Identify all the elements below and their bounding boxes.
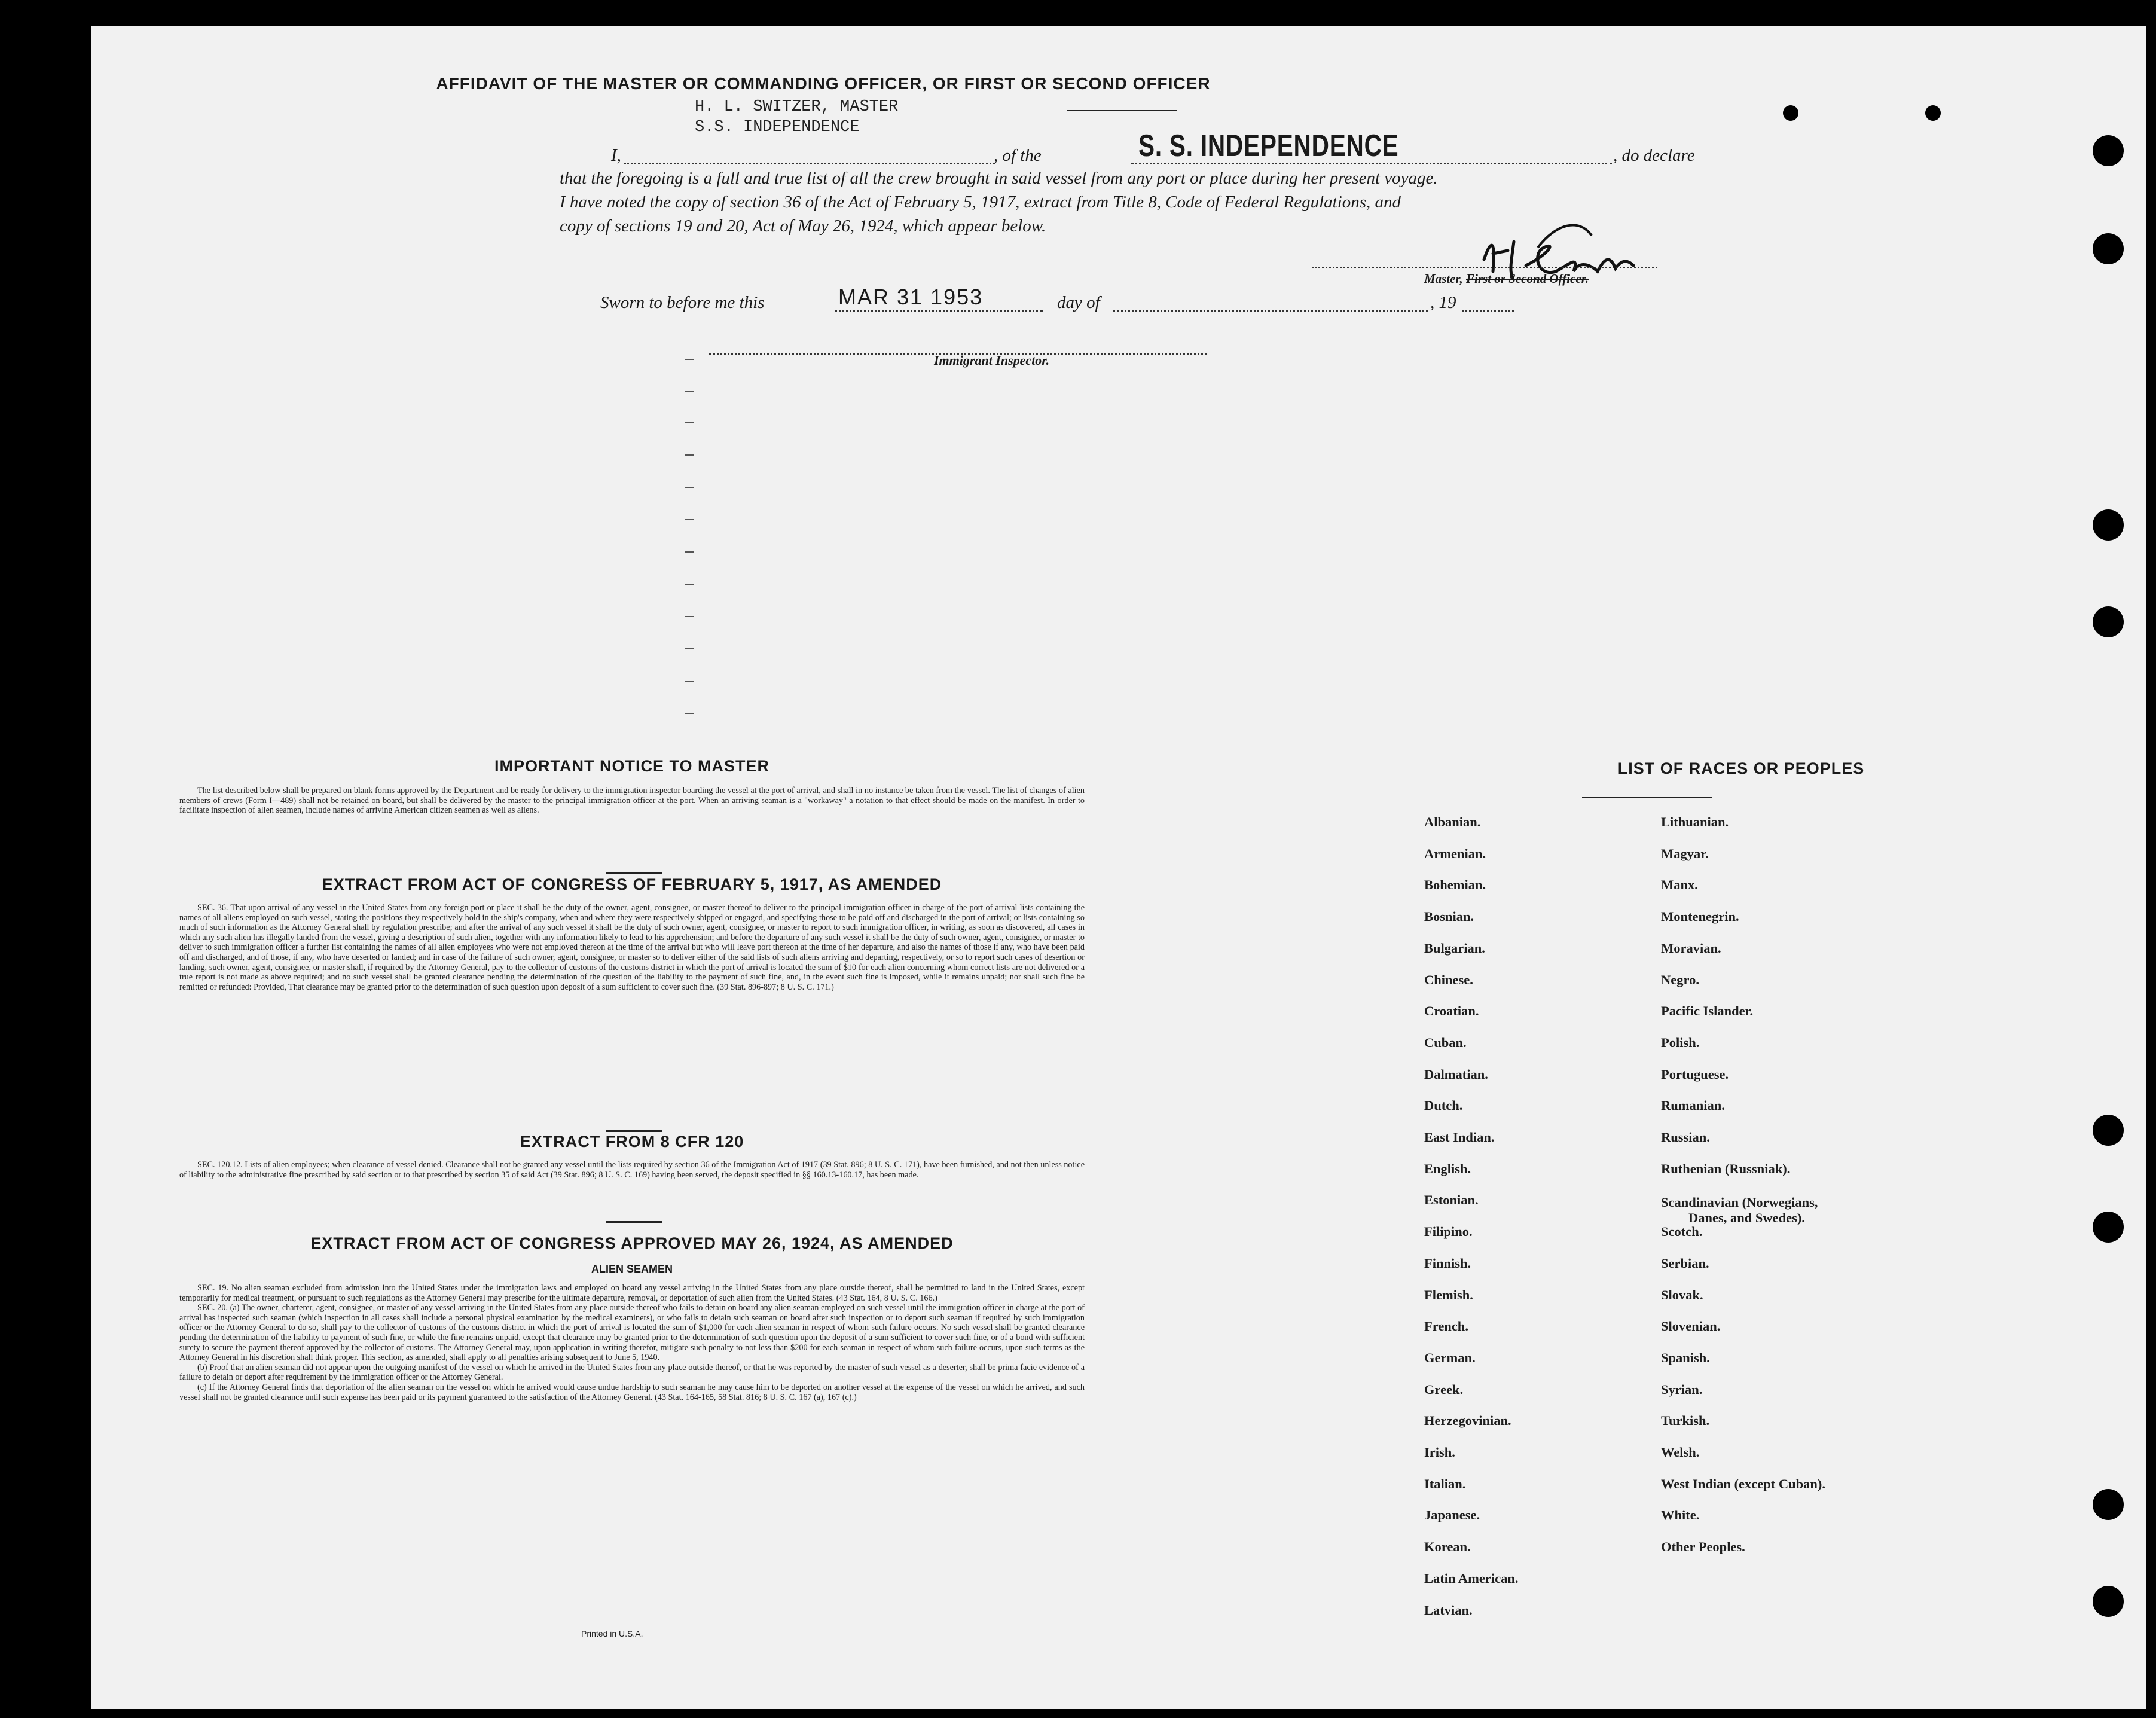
do-declare-label: , do declare: [1613, 146, 1695, 165]
race-item: Welsh.: [1661, 1445, 1700, 1460]
punch-hole: [2093, 1212, 2124, 1243]
extract-1917-title: EXTRACT FROM ACT OF CONGRESS OF FEBRUARY 5, 1917, AS AMENDED: [322, 875, 942, 893]
race-item: Polish.: [1661, 1035, 1700, 1050]
sworn-label: Sworn to before me this: [600, 293, 765, 312]
race-item: Dalmatian.: [1424, 1066, 1488, 1082]
extract-1924-body: SEC. 19. No alien seaman excluded from admission into the United States under the immigration laws and employed on board any vessel arriving in the United States from any place outside thereof, shall be permitted to land in the United States, except temporarily for medical treatment, or pursuant to such regulations as the Attorney General may prescribe for the ultimate departure, removal, or deportation of such alien from the United States. (43 Stat. 164, 8 U. S. C. 166.) SEC. 20. (a) The owner, charterer, agent, consignee, or master of any vessel arriving in the United States from any place outside thereof who fails to detain on board any alien seaman employed on such vessel until the immigration officer in charge at the port of arrival has inspected such seaman (which inspection in all cases shall include a personal physical examination by the medical examiners), or who fails to detain such seaman on board after such inspection or to deport such seaman if required by such immigration officer or the Attorney General to do so, shall pay to the collector of customs of the customs district in which the port of arrival is located the sum of $1,000 for each alien seaman in respect of whom such failure occurs. No such vessel shall be granted clearance pending the determination of the liability to payment of such fine, or while the fine remains unpaid, except that clearance may be granted prior to the determination of such question upon the deposit of a sum sufficient to cover such fine, or of a bond with sufficient surety to secure the payment thereof approved by the collector of customs. The Attorney General may, upon application in writing therefor, mitigate such penalty to not less than $200 for each seaman in respect of whom such failure occurs, upon such terms as the Attorney General in his discretion shall think proper. This section, as amended, shall apply to all penalties arising subsequent to June 5, 1940. (b) Proof that an alien seaman did not appear upon the outgoing manifest of the vessel on which he arrived in the United States from any place outside thereof, or that he was reported by the master of such vessel as a deserter, shall be prima facie evidence of a failure to detain or deport after requirement by the immigration officer or the Attorney General. (c) If the Attorney General finds that deportation of the alien seaman on the vessel on which he arrived would cause undue hardship to such seaman he may cause him to be deported on another vessel at the expense of the vessel on which he arrived, and such vessel shall not be granted clearance until such expense has been paid or its payment guaranteed to the satisfaction of the Attorney General. (43 Stat. 164-165, 58 Stat. 816; 8 U. S. C. 167 (a), 167 (c).): [179, 1283, 1085, 1402]
race-item: Armenian.: [1424, 846, 1486, 861]
vessel-blank-line: [1131, 163, 1612, 164]
race-item: Russian.: [1661, 1130, 1710, 1145]
race-item: Negro.: [1661, 972, 1699, 987]
punch-hole: [2093, 1489, 2124, 1520]
race-item: Estonian.: [1424, 1192, 1479, 1208]
race-item: Serbian.: [1661, 1255, 1709, 1271]
signer-role-struck: First or Second Officer.: [1466, 271, 1589, 286]
race-item: Japanese.: [1424, 1508, 1480, 1523]
race-item: Scandinavian (Norwegians,: [1661, 1195, 1818, 1210]
signer-role: [1424, 271, 1589, 286]
printed-in-usa: Printed in U.S.A.: [581, 1629, 643, 1638]
race-item: Syrian.: [1661, 1381, 1703, 1397]
extract-cfr-title: EXTRACT FROM 8 CFR 120: [520, 1133, 744, 1151]
title-underline: [1067, 110, 1177, 111]
race-item: Croatian.: [1424, 1003, 1479, 1019]
inspector-label: Immigrant Inspector.: [934, 353, 1050, 368]
race-item: Montenegrin.: [1661, 909, 1739, 924]
punch-hole: [2093, 606, 2124, 637]
race-item: Irish.: [1424, 1445, 1455, 1460]
sworn-date-stamp: MAR 31 1953: [838, 285, 984, 309]
divider-2: [606, 1130, 662, 1132]
race-item: Latvian.: [1424, 1602, 1473, 1618]
race-item: East Indian.: [1424, 1130, 1495, 1145]
race-item: Albanian.: [1424, 814, 1481, 829]
month-blank-line: [1113, 310, 1428, 312]
race-item: Italian.: [1424, 1476, 1466, 1491]
signer-role-master: Master,: [1424, 271, 1463, 286]
typed-name-line2: S.S. INDEPENDENCE: [695, 118, 860, 136]
race-item: Bulgarian.: [1424, 940, 1485, 956]
punch-hole: [2093, 1115, 2124, 1146]
notice-master-title: IMPORTANT NOTICE TO MASTER: [494, 757, 769, 775]
race-item: English.: [1424, 1161, 1471, 1176]
notice-master-body: The list described below shall be prepared on blank forms approved by the Department and be ready for delivery to the immigration inspector boarding the vessel at the port of arrival, and shall in no instance be taken from the vessel. The list of changes of alien members of crews (Form I—489) shall not be retained on board, but shall be delivered by the master to the principal immigration officer at the port. When an arriving seaman is a "workaway" a notation to that effect should be made on the manifest. In order to facilitate inspection of alien seamen, include names of arriving American citizen seamen as well as aliens.: [179, 786, 1085, 816]
name-blank-line: [624, 163, 995, 164]
race-item: Magyar.: [1661, 846, 1709, 861]
punch-hole-small: [1925, 105, 1941, 121]
race-item: Chinese.: [1424, 972, 1473, 987]
race-item: Rumanian.: [1661, 1098, 1725, 1113]
divider-1: [606, 872, 662, 874]
race-item: Portuguese.: [1661, 1066, 1729, 1082]
extract-1924-subtitle: ALIEN SEAMEN: [591, 1263, 673, 1275]
vessel-name: S. S. INDEPENDENCE: [1138, 129, 1399, 163]
typed-name-line1: H. L. SWITZER, MASTER: [695, 98, 899, 116]
race-item: Moravian.: [1661, 940, 1721, 956]
race-item: Ruthenian (Russniak).: [1661, 1161, 1791, 1176]
master-signature: [1376, 218, 1687, 313]
race-item: Bohemian.: [1424, 877, 1486, 893]
race-item: Filipino.: [1424, 1224, 1473, 1240]
race-item: Spanish.: [1661, 1350, 1710, 1365]
race-item: Latin American.: [1424, 1570, 1519, 1586]
races-title: LIST OF RACES OR PEOPLES: [1617, 759, 1865, 777]
race-item: German.: [1424, 1350, 1476, 1365]
year-prefix: , 19: [1430, 293, 1456, 312]
punch-hole: [2093, 509, 2124, 541]
race-item: White.: [1661, 1508, 1700, 1523]
race-item: Flemish.: [1424, 1287, 1473, 1302]
race-item: Manx.: [1661, 877, 1698, 893]
punch-hole: [2093, 233, 2124, 264]
document-page: [91, 26, 2146, 1709]
day-of-label: day of: [1057, 293, 1100, 312]
punch-hole-small: [1783, 105, 1798, 121]
race-item: Bosnian.: [1424, 909, 1474, 924]
race-item: Pacific Islander.: [1661, 1003, 1754, 1019]
divider-3: [606, 1221, 662, 1223]
race-item: Slovak.: [1661, 1287, 1703, 1302]
signature-line: [1312, 267, 1657, 268]
extract-cfr-body: SEC. 120.12. Lists of alien employees; when clearance of vessel denied. Clearance shall not be granted any vessel until the lists required by section 36 of the Immigration Act of 1917 (39 Stat. 896; 8 U. S. C. 171), have been furnished, and not then unless notice of liability to the administrative fine prescribed by said section or to that prescribed by section 35 of said Act (39 Stat. 896; 8 U. S. C. 169) having been served, the deposit specified in §§ 160.13-160.17, has been made.: [179, 1160, 1085, 1180]
race-item: Greek.: [1424, 1381, 1464, 1397]
race-item: Cuban.: [1424, 1035, 1467, 1050]
races-underline: [1582, 797, 1712, 798]
declaration-line1: that the foregoing is a full and true list of all the crew brought in said vessel from any port or place during her present voyage.: [560, 169, 1438, 188]
punch-hole: [2093, 1586, 2124, 1617]
race-item: Turkish.: [1661, 1413, 1710, 1429]
race-item: Lithuanian.: [1661, 814, 1729, 829]
extract-1924-title: EXTRACT FROM ACT OF CONGRESS APPROVED MAY 26, 1924, AS AMENDED: [310, 1234, 954, 1252]
affidavit-title: AFFIDAVIT OF THE MASTER OR COMMANDING OFFICER, OR FIRST OR SECOND OFFICER: [436, 74, 1211, 93]
extract-1917-body: SEC. 36. That upon arrival of any vessel in the United States from any foreign port or place it shall be the duty of the owner, agent, consignee, or master thereof to deliver to the principal immigration officer in charge of the port of arrival lists containing the names of all aliens employed on such vessel, stating the positions they respectively hold in the ship's company, when and where they were respectively shipped or engaged, and specifying those to be paid off and discharged in the port of arrival; or lists containing so much of such information as the Attorney General shall by regulation prescribe; and after the arrival of any such vessel it shall be the duty of such owner, agent, consignee, or master to report to such immigration officer, in writing, as soon as discovered, all cases in which any such alien has illegally landed from the vessel, giving a description of such alien, together with any information likely to lead to his apprehension; and before the departure of any such vessel it shall be the duty of such owner, agent, consignee, or master to deliver to such immigration officer a further list containing the names of all alien employees who were not employed thereon at the time of the arrival but who will leave port thereon at the time of her departure, and also the names of those if any, who have been paid off and discharged, and of those, if any, who have deserted or landed; and in case of the failure of such owner, agent, consignee, or master so to deliver either of the said lists of such aliens arriving and departing, respectively, or so to report such cases of desertion or landing, such owner, agent, consignee, or master shall, if required by the Attorney General, pay to the collector of customs of the customs district in which the port of arrival is located the sum of $10 for each alien concerning whom correct lists are not delivered or a true report is not made as above required; and no such vessel shall be granted clearance pending the determination of the question of the liability to the payment of such fine, and, in the event such fine is imposed, while it remains unpaid; nor shall such fine be remitted or refunded: Provided, That clearance may be granted prior to the determination of such question upon deposit of a sum sufficient to cover such fine. (39 Stat. 896-897; 8 U. S. C. 171.): [179, 903, 1085, 992]
declaration-line2: I have noted the copy of section 36 of the Act of February 5, 1917, extract from Title 8, Code of Federal Regulations, and: [560, 193, 1401, 212]
race-item: Danes, and Swedes).: [1688, 1210, 1806, 1226]
race-item: Slovenian.: [1661, 1319, 1721, 1334]
of-the-label: , of the: [994, 146, 1042, 165]
race-item: Finnish.: [1424, 1255, 1471, 1271]
race-item: West Indian (except Cuban).: [1661, 1476, 1826, 1491]
race-item: Scotch.: [1661, 1224, 1703, 1240]
i-label: I,: [611, 146, 621, 165]
declaration-line3: copy of sections 19 and 20, Act of May 26, 1924, which appear below.: [560, 216, 1046, 236]
year-blank-line: [1462, 310, 1514, 312]
punch-hole: [2093, 135, 2124, 166]
race-item: Korean.: [1424, 1539, 1471, 1555]
race-item: French.: [1424, 1319, 1468, 1334]
date-blank-line: [835, 310, 1043, 312]
race-item: Dutch.: [1424, 1098, 1463, 1113]
race-item: Herzegovinian.: [1424, 1413, 1511, 1429]
race-item: Other Peoples.: [1661, 1539, 1745, 1555]
